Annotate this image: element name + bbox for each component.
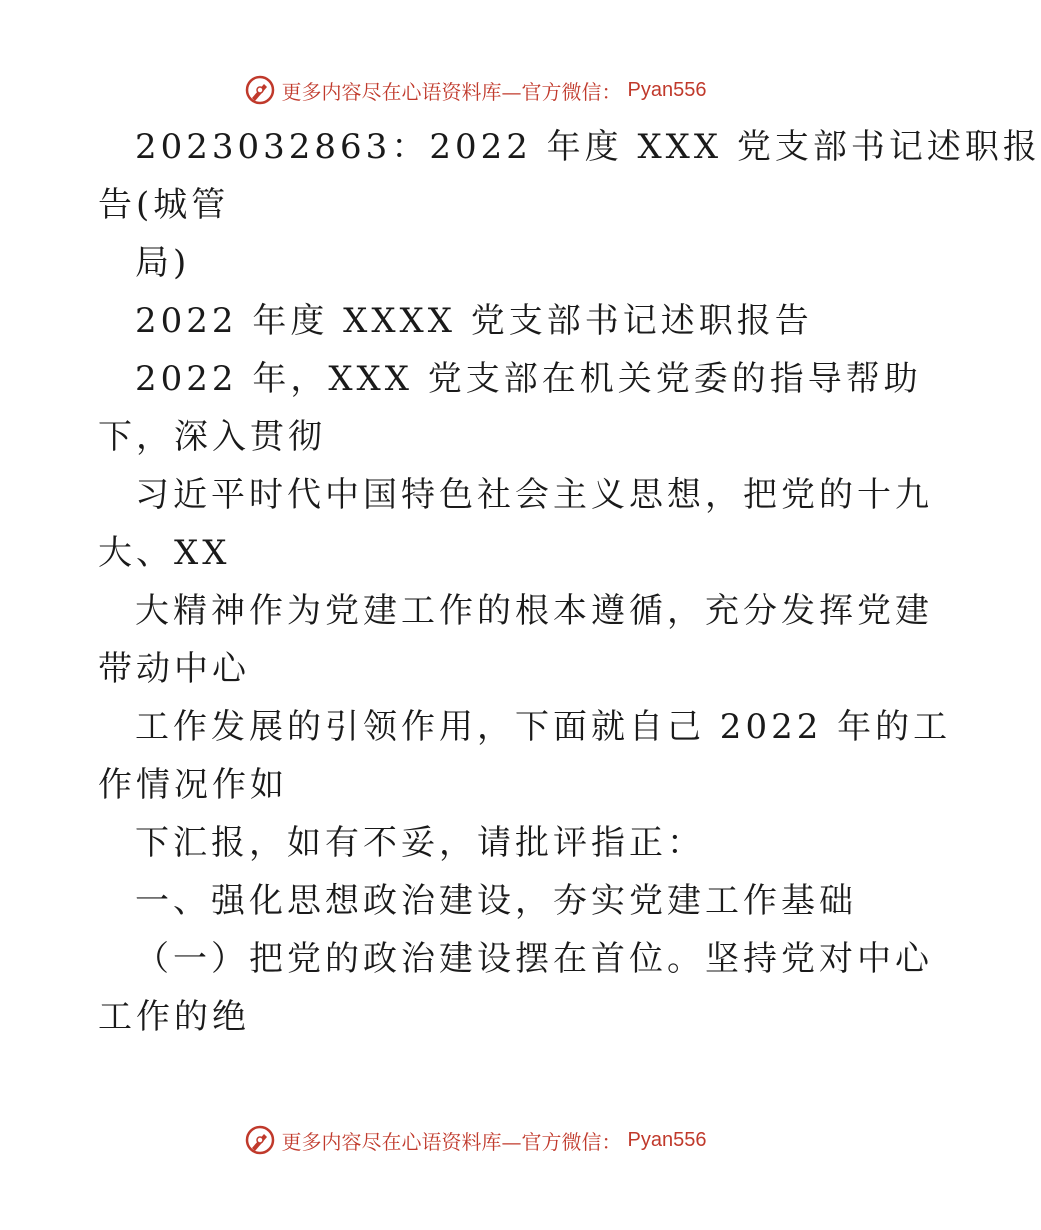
doc-line: 一、强化思想政治建设，夯实党建工作基础 [135, 881, 857, 921]
footer-watermark [0, 1120, 950, 1160]
doc-line: 大、XX [98, 533, 231, 573]
doc-line: 大精神作为党建工作的根本遵循，充分发挥党建 [135, 591, 933, 631]
doc-line: （一）把党的政治建设摆在首位。坚持党对中心 [135, 939, 933, 979]
doc-line: 2022 年度 XXXX 党支部书记述职报告 [135, 301, 813, 341]
doc-line: 工作发展的引领作用，下面就自己 2022 年的工 [135, 707, 952, 747]
header-watermark [0, 70, 950, 110]
doc-line: 2023032863：2022 年度 XXX 党支部书记述职报 [135, 127, 1041, 167]
doc-line: 告(城管 [98, 185, 230, 225]
doc-line: 带动中心 [98, 649, 250, 689]
doc-line: 工作的绝 [98, 997, 250, 1037]
doc-line: 作情况作如 [98, 765, 288, 805]
doc-line: 2022 年，XXX 党支部在机关党委的指导帮助 [135, 359, 922, 399]
watermark-text: 更多内容尽在心语资料库—官方微信： [281, 79, 622, 104]
doc-line: 下，深入贯彻 [98, 417, 326, 457]
doc-line: 习近平时代中国特色社会主义思想，把党的十九 [135, 475, 933, 515]
pen-circle-logo-icon [244, 74, 276, 106]
doc-line: 局) [135, 243, 191, 283]
pen-circle-logo-icon [244, 1124, 276, 1156]
watermark-wechat-id: Pyan556 [627, 78, 707, 101]
doc-line: 下汇报，如有不妥，请批评指正： [135, 823, 705, 863]
watermark-text: 更多内容尽在心语资料库—官方微信： [281, 1129, 622, 1154]
watermark-wechat-id: Pyan556 [627, 1128, 707, 1151]
